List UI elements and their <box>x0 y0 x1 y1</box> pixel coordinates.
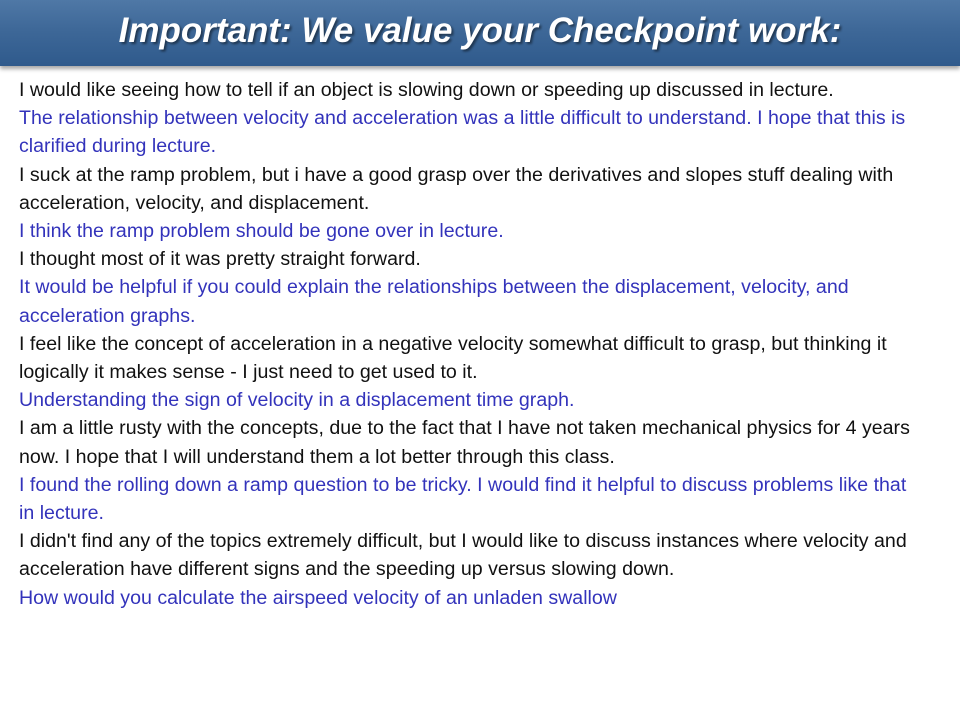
comment-3: I suck at the ramp problem, but i have a good grasp over the derivatives and slopes stuff dealing with acceleration, velocity, and displacement. <box>19 163 894 214</box>
comment-12: How would you calculate the airspeed velocity of an unladen swallow <box>19 586 617 609</box>
comment-11: I didn't find any of the topics extremely difficult, but I would like to discuss instances where velocity and acceleration have different signs and the speeding up versus slowing down. <box>19 530 907 581</box>
comment-list <box>19 76 924 612</box>
comment-6: It would be helpful if you could explain the relationships between the displacement, velocity, and acceleration graphs. <box>19 276 849 327</box>
comment-8: Understanding the sign of velocity in a displacement time graph. <box>19 389 575 412</box>
slide-title: Important: We value your Checkpoint work: <box>118 11 842 50</box>
comment-7: I feel like the concept of acceleration in a negative velocity somewhat difficult to grasp, but thinking it logically it makes sense - I just need to get used to it. <box>19 332 887 384</box>
comment-10: I found the rolling down a ramp question to be tricky. I would find it helpful to discuss problems like that in lecture. <box>19 473 907 525</box>
title-bar <box>0 0 960 66</box>
comment-1: I would like seeing how to tell if an object is slowing down or speeding up discussed in lecture. <box>19 79 834 101</box>
comment-2: The relationship between velocity and acceleration was a little difficult to understand. I hope that this is clarified during lecture. <box>19 107 906 158</box>
comment-5: I thought most of it was pretty straight forward. <box>19 248 421 271</box>
comment-4: I think the ramp problem should be gone over in lecture. <box>19 220 504 243</box>
comment-9: I am a little rusty with the concepts, due to the fact that I have not taken mechanical physics for 4 years now. I hope that I will understand them a lot better through this class. <box>19 417 910 468</box>
